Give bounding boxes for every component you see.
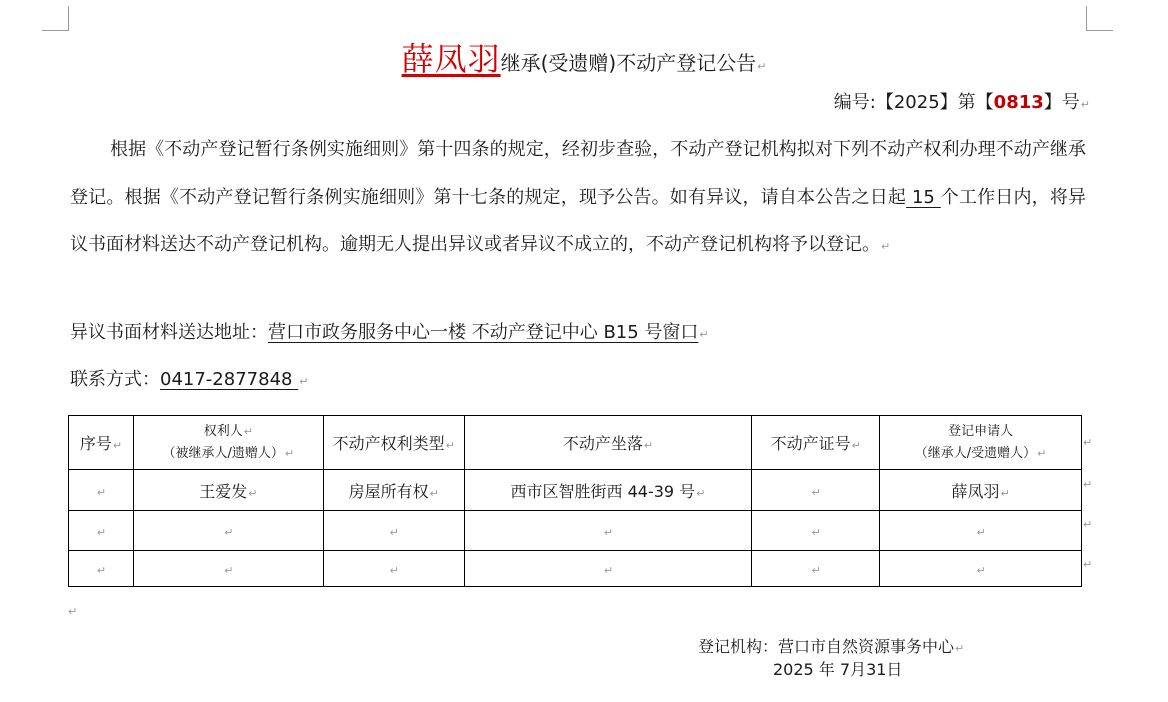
paragraph-mark-icon: ↵ <box>881 240 891 253</box>
objection-days: 15 <box>906 186 941 208</box>
header-holder: 权利人↵ （被继承人/遗赠人）↵ <box>133 416 323 470</box>
page-title <box>0 34 1168 80</box>
address-label: 异议书面材料送达地址： <box>70 322 268 343</box>
announcement-body <box>70 126 1086 271</box>
cell-cert: ↵ <box>752 551 880 587</box>
cell-seq: ↵ <box>69 470 134 511</box>
contact-label: 联系方式： <box>70 369 160 390</box>
row-end-mark-icon: ↵ <box>1083 436 1093 449</box>
header-cert: 不动产证号↵ <box>752 416 880 470</box>
paragraph-mark-icon: ↵ <box>1080 98 1090 111</box>
serial-mid: 】第【 <box>939 92 994 113</box>
row-end-mark-icon: ↵ <box>1083 518 1093 531</box>
body-part-2: 个工作日内，将异议书面材料送达不动产登记机构。逾期无人提出异议或者异议不成立的，不动产登记机构将予以登记。 <box>70 186 1086 255</box>
table-header-row <box>69 416 1082 470</box>
serial-suffix: 】号 <box>1043 92 1080 113</box>
title-text: 继承(受遗赠)不动产登记公告 <box>500 51 757 75</box>
table-row <box>69 551 1082 587</box>
cell-cert: ↵ <box>752 470 880 511</box>
header-seq: 序号↵ <box>69 416 134 470</box>
title-applicant-name: 薛凤羽 <box>401 40 501 78</box>
announcement-number <box>834 88 1090 114</box>
cell-location: 西市区智胜街西 44-39 号↵ <box>464 470 752 511</box>
cell-type: 房屋所有权↵ <box>323 470 464 511</box>
paragraph-mark-icon: ↵ <box>757 60 767 73</box>
paragraph-mark-icon: ↵ <box>299 375 309 388</box>
registration-agency: 登记机构：营口市自然资源事务中心↵ <box>698 637 965 656</box>
announcement-date: 2025 年 7月31日 <box>773 660 903 679</box>
header-location: 不动产坐落↵ <box>464 416 752 470</box>
cell-location: ↵ <box>464 511 752 551</box>
serial-prefix: 编号:【 <box>833 92 894 113</box>
cell-type: ↵ <box>323 511 464 551</box>
cell-cert: ↵ <box>752 511 880 551</box>
cell-applicant: 薛凤羽↵ <box>880 470 1082 511</box>
crop-mark-top-left <box>42 6 69 31</box>
property-table <box>68 415 1082 587</box>
serial-year: 2025 <box>893 92 940 113</box>
contact-line <box>70 365 308 391</box>
cell-holder: ↵ <box>133 551 323 587</box>
paragraph-mark-icon: ↵ <box>699 328 709 341</box>
address-value: 营口市政务服务中心一楼 不动产登记中心 B15 号窗口 <box>268 322 699 343</box>
cell-applicant: ↵ <box>880 511 1082 551</box>
contact-phone: 0417-2877848 <box>160 369 299 390</box>
crop-mark-top-right <box>1086 6 1113 31</box>
cell-seq: ↵ <box>69 551 134 587</box>
address-line <box>70 318 709 344</box>
table-row <box>69 470 1082 511</box>
cell-location: ↵ <box>464 551 752 587</box>
cell-type: ↵ <box>323 551 464 587</box>
header-right-type: 不动产权利类型↵ <box>323 416 464 470</box>
row-end-mark-icon: ↵ <box>1083 558 1093 571</box>
cell-seq: ↵ <box>69 511 134 551</box>
cell-holder: 王爱发↵ <box>133 470 323 511</box>
cell-holder: ↵ <box>133 511 323 551</box>
header-applicant: 登记申请人 （继承人/受遗赠人）↵ <box>880 416 1082 470</box>
table-row <box>69 511 1082 551</box>
cell-applicant: ↵ <box>880 551 1082 587</box>
paragraph-mark-icon: ↵ <box>68 605 78 618</box>
serial-number: 0813 <box>993 92 1044 113</box>
row-end-mark-icon: ↵ <box>1083 478 1093 491</box>
body-part-1: 根据《不动产登记暂行条例实施细则》第十四条的规定，经初步查验，不动产登记机构拟对下列不动产权利办理不动产继承登记。根据《不动产登记暂行条例实施细则》第十七条的规定，现予公告。如有异议，请自本公告之日起 <box>70 139 1086 208</box>
